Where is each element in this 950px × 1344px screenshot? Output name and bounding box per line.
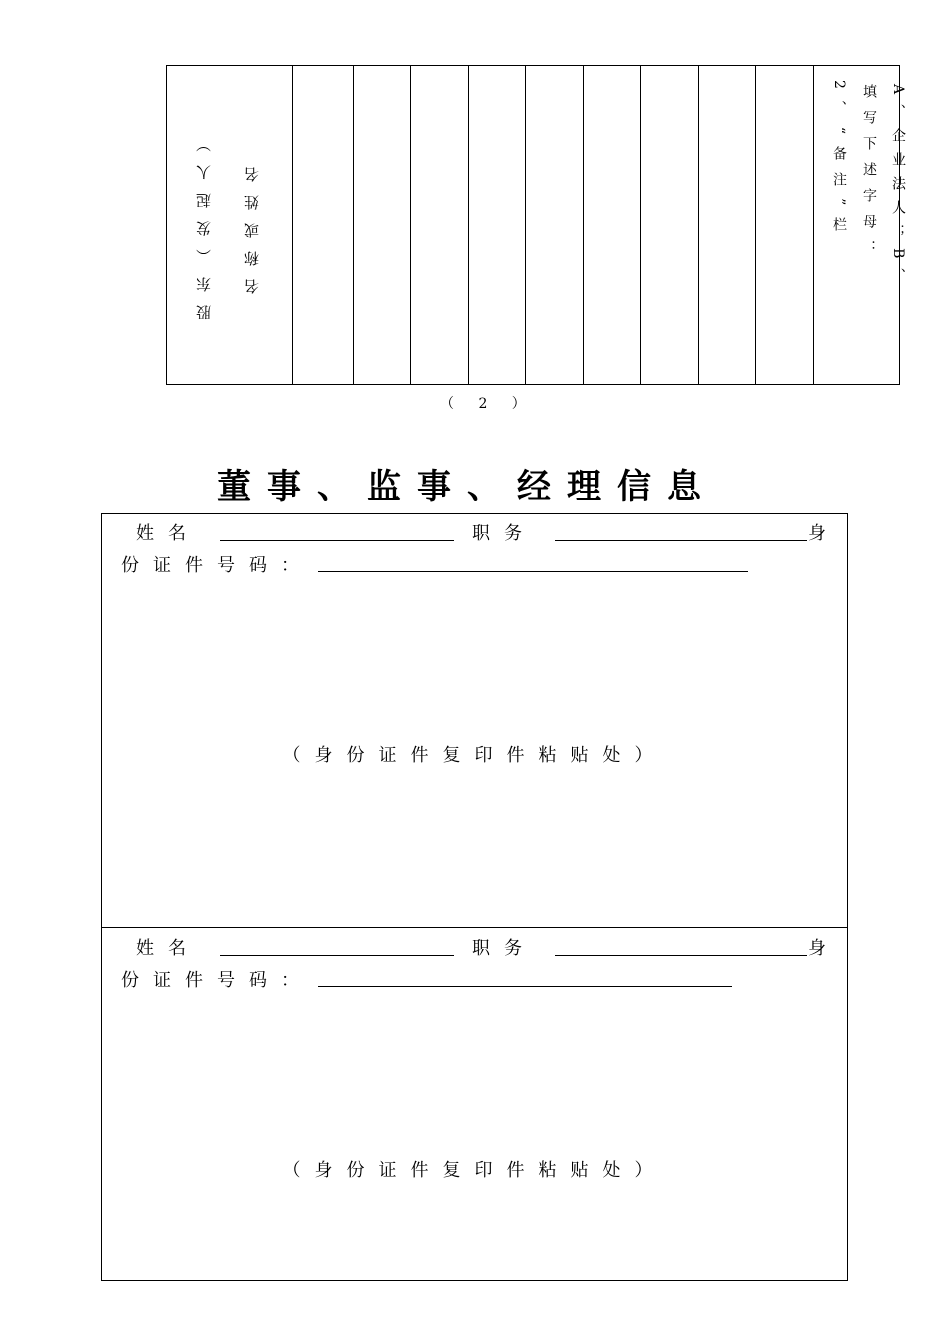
table-divider	[292, 66, 293, 384]
id-number-field[interactable]	[318, 986, 732, 987]
table-divider	[640, 66, 641, 384]
page-number: （ 2 ）	[440, 396, 536, 412]
table-divider	[755, 66, 756, 384]
position-label: 职务	[472, 523, 536, 544]
person-info-block	[101, 927, 848, 1281]
position-field[interactable]	[555, 540, 807, 541]
name-field[interactable]	[220, 540, 454, 541]
id-copy-paste-hint: （身份证件复印件粘贴处）	[282, 745, 667, 766]
id-label-start: 身	[808, 523, 826, 544]
remark-note-line3: A、企业法人；B、	[890, 84, 906, 293]
shareholder-header-line1: 股东（发起人）	[195, 124, 213, 320]
id-copy-paste-hint: （身份证件复印件粘贴处）	[282, 1160, 667, 1181]
remark-note-line2: 填写下述字母：	[861, 84, 877, 266]
name-label: 姓名	[136, 523, 200, 544]
id-label: 份证件号码：	[121, 555, 313, 576]
name-field[interactable]	[220, 955, 454, 956]
shareholder-table	[166, 65, 906, 385]
position-field[interactable]	[555, 955, 807, 956]
table-divider	[698, 66, 699, 384]
table-divider	[525, 66, 526, 384]
id-label: 份证件号码：	[121, 970, 313, 991]
id-number-field[interactable]	[318, 571, 748, 572]
position-label: 职务	[472, 938, 536, 959]
remark-note-line1: 2、“备注”栏	[831, 80, 847, 244]
table-divider	[813, 66, 814, 384]
table-divider	[353, 66, 354, 384]
table-divider	[583, 66, 584, 384]
shareholder-header-line2: 名称或姓名	[243, 154, 261, 294]
name-label: 姓名	[136, 938, 200, 959]
table-divider	[410, 66, 411, 384]
table-divider	[468, 66, 469, 384]
id-label-start: 身	[808, 938, 826, 959]
page-title: 董事、监事、经理信息	[217, 467, 717, 507]
person-info-block	[101, 513, 848, 928]
